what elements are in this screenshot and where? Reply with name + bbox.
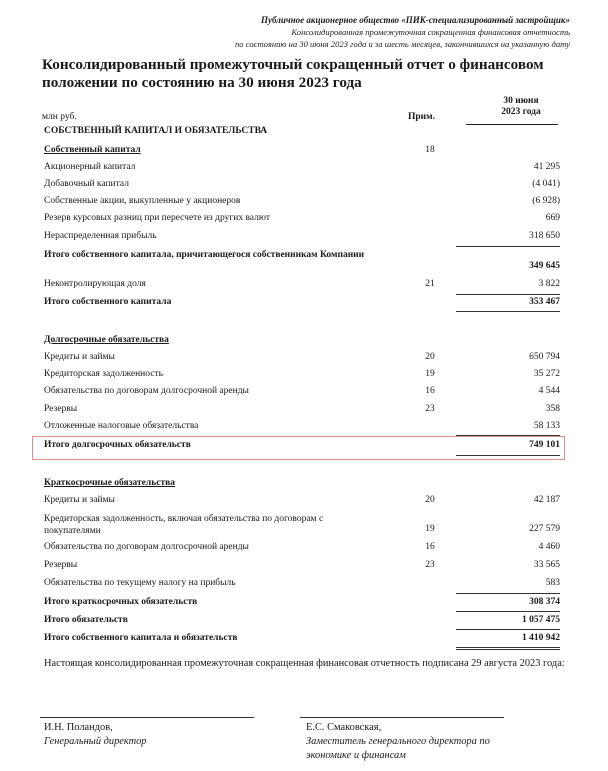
signer-1 [44, 721, 147, 749]
row-note: 19 [425, 369, 435, 379]
row-note: 18 [425, 145, 435, 155]
row-label: Кредиты и займы [44, 495, 115, 505]
signature-line-2 [300, 717, 504, 718]
row-label: Обязательства по текущему налогу на прибыль [44, 578, 236, 588]
signature-line-1 [40, 717, 254, 718]
signature-statement: Настоящая консолидированная промежуточная сокращенная финансовая отчетность подписана 29 августа 2023 года: [44, 658, 565, 669]
row-label: Собственный капитал [44, 145, 141, 155]
document-header [235, 14, 570, 50]
row-label: Отложенные налоговые обязательства [44, 421, 199, 431]
note-column-label: Прим. [408, 112, 435, 122]
grand-total-double-rule [456, 649, 560, 650]
row-value: 33 565 [533, 560, 560, 570]
row-note: 16 [425, 386, 435, 396]
row-label: Добавочный капитал [44, 179, 129, 189]
row-label: Резервы [44, 404, 78, 414]
date-column-label [478, 96, 564, 118]
header-line-2: Консолидированная промежуточная сокращенная финансовая отчетность [291, 27, 570, 37]
row-label: Долгосрочные обязательства [44, 335, 169, 345]
row-label: Кредиты и займы [44, 352, 115, 362]
row-note: 16 [425, 542, 435, 552]
unit-label: млн руб. [42, 112, 77, 122]
row-label: Собственные акции, выкупленные у акционеров [44, 196, 241, 206]
subtotal-rule [456, 294, 560, 295]
row-label: Неконтролирующая доля [44, 279, 146, 289]
row-value: (6 928) [532, 196, 560, 206]
row-label: Резерв курсовых разниц при пересчете из других валют [44, 213, 270, 223]
row-value: (4 041) [532, 179, 560, 189]
row-value: 58 133 [533, 421, 560, 431]
header-line-3: по состоянию на 30 июня 2023 года и за шесть месяцев, закончившихся на указанную дату [235, 39, 570, 49]
row-value: 308 374 [529, 597, 560, 607]
signer-name: Е.С. Смаковская, [306, 722, 382, 733]
row-label: Акционерный капитал [44, 162, 136, 172]
row-value: 650 794 [529, 352, 560, 362]
subtotal-rule [456, 593, 560, 594]
row-value: 41 295 [533, 162, 560, 172]
row-note: 20 [425, 495, 435, 505]
signer-name: И.Н. Поландов, [44, 722, 113, 733]
row-label: Кредиторская задолженность, включая обязательства по договорам с покупателями [44, 514, 324, 536]
row-value: 227 579 [529, 524, 560, 534]
row-value: 318 650 [529, 231, 560, 241]
row-value: 749 101 [529, 440, 560, 450]
grand-total-rule [456, 647, 560, 648]
row-label: Итого собственного капитала, причитающегося собственникам Компании [44, 250, 365, 260]
row-label: Обязательства по договорам долгосрочной аренды [44, 386, 249, 396]
row-label: СОБСТВЕННЫЙ КАПИТАЛ И ОБЯЗАТЕЛЬСТВА [44, 126, 268, 136]
total-rule [456, 455, 560, 456]
row-value: 4 544 [538, 386, 560, 396]
total-rule [456, 611, 560, 612]
signer-position: Заместитель генерального директора по экономике и финансам [306, 736, 490, 761]
row-value: 583 [545, 578, 560, 588]
row-label: Нераспределенная прибыль [44, 231, 157, 241]
row-label: Итого краткосрочных обязательств [44, 597, 198, 607]
subtotal-rule [456, 246, 560, 247]
row-note: 19 [425, 524, 435, 534]
row-value: 3 822 [538, 279, 560, 289]
date-line-1: 30 июня [503, 96, 539, 106]
company-name: Публичное акционерное общество «ПИК-специализированный застройщик» [261, 15, 570, 25]
total-rule [456, 311, 560, 312]
row-label: Итого обязательств [44, 615, 128, 625]
header-rule [466, 124, 558, 125]
row-value: 353 467 [529, 297, 560, 307]
row-value: 669 [545, 213, 560, 223]
row-label: Кредиторская задолженность [44, 369, 163, 379]
signer-position: Генеральный директор [44, 736, 147, 747]
row-label: Итого долгосрочных обязательств [44, 440, 191, 450]
row-value: 358 [545, 404, 560, 414]
row-value: 35 272 [533, 369, 560, 379]
row-note: 20 [425, 352, 435, 362]
row-note: 23 [425, 560, 435, 570]
row-value: 1 057 475 [522, 615, 560, 625]
total-rule [456, 629, 560, 630]
row-note: 21 [425, 279, 435, 289]
column-header [0, 96, 608, 126]
row-value: 4 460 [538, 542, 560, 552]
row-label: Краткосрочные обязательства [44, 478, 176, 488]
row-value: 42 187 [533, 495, 560, 505]
row-label: Итого собственного капитала [44, 297, 172, 307]
row-note: 23 [425, 404, 435, 414]
row-label: Резервы [44, 560, 78, 570]
date-line-2: 2023 года [501, 107, 541, 117]
row-label: Итого собственного капитала и обязательств [44, 633, 238, 643]
row-value: 1 410 942 [522, 633, 560, 643]
statement-title: Консолидированный промежуточный сокращенный отчет о финансовом положении по состоянию на 30 июня 2023 года [42, 56, 544, 91]
row-label: Обязательства по договорам долгосрочной аренды [44, 542, 249, 552]
signer-2 [306, 721, 536, 763]
row-value: 349 645 [529, 261, 560, 271]
